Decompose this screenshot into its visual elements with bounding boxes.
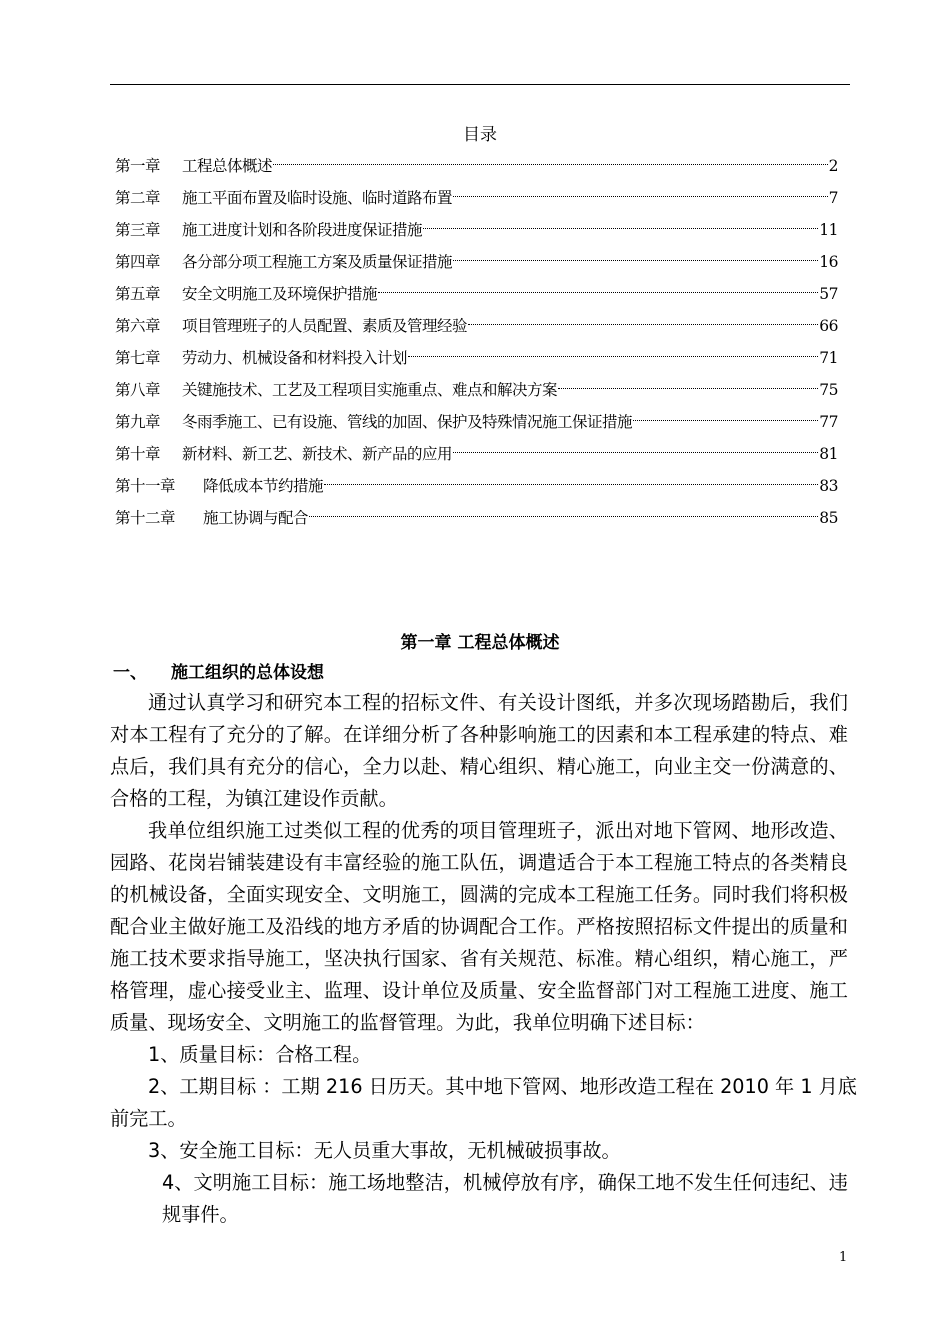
toc-entry-title: 安全文明施工及环境保护措施 bbox=[182, 285, 378, 303]
paragraph-line: 配合业主做好施工及沿线的地方矛盾的协调配合工作。严格按照招标文件提出的质量和 bbox=[110, 915, 848, 938]
toc-leader bbox=[273, 164, 828, 165]
toc-entry-title: 关键施技术、工艺及工程项目实施重点、难点和解决方案 bbox=[182, 381, 558, 399]
toc-page: 7 bbox=[828, 189, 838, 207]
paragraph-line: 格管理，虚心接受业主、监理、设计单位及质量、安全监督部门对工程施工进度、施工 bbox=[110, 979, 848, 1002]
goal-line: 前完工。 bbox=[110, 1107, 187, 1130]
toc-leader bbox=[468, 324, 818, 325]
toc-chapter: 第十章 bbox=[115, 445, 161, 463]
toc-leader bbox=[423, 228, 818, 229]
paragraph-line: 质量、现场安全、文明施工的监督管理。为此，我单位明确下述目标： bbox=[110, 1011, 705, 1034]
toc-chapter: 第九章 bbox=[115, 413, 161, 431]
toc-chapter: 第二章 bbox=[115, 189, 161, 207]
toc-entry-title: 新材料、新工艺、新技术、新产品的应用 bbox=[182, 445, 453, 463]
toc-entry[interactable] bbox=[115, 502, 838, 534]
toc-entry-title: 各分部分项工程施工方案及质量保证措施 bbox=[182, 253, 453, 271]
toc-entry[interactable] bbox=[115, 150, 838, 182]
toc-leader bbox=[408, 356, 818, 357]
toc-chapter: 第一章 bbox=[115, 157, 161, 175]
toc-page: 66 bbox=[819, 317, 838, 335]
toc-entry[interactable] bbox=[115, 182, 838, 214]
toc-chapter: 第四章 bbox=[115, 253, 161, 271]
page-number: 1 bbox=[839, 1250, 848, 1265]
toc-entry-title: 施工进度计划和各阶段进度保证措施 bbox=[182, 221, 423, 239]
goal-line: 规事件。 bbox=[162, 1203, 239, 1226]
chapter-title: 第一章 工程总体概述 bbox=[400, 633, 560, 653]
toc-entry-title: 工程总体概述 bbox=[182, 157, 273, 175]
paragraph-line: 通过认真学习和研究本工程的招标文件、有关设计图纸，并多次现场踏勘后，我们 bbox=[148, 691, 848, 714]
toc-entry[interactable] bbox=[115, 246, 838, 278]
paragraph-line: 我单位组织施工过类似工程的优秀的项目管理班子，派出对地下管网、地形改造、 bbox=[148, 819, 848, 842]
toc-page: 11 bbox=[819, 221, 838, 239]
goal-line: 2、工期目标 ：工期 216 日历天。其中地下管网、地形改造工程在 2010 年 1 月底 bbox=[148, 1075, 857, 1098]
toc-entry[interactable] bbox=[115, 374, 838, 406]
toc-page: 81 bbox=[819, 445, 838, 463]
toc-page: 77 bbox=[819, 413, 838, 431]
toc-chapter: 第十一章 bbox=[115, 477, 176, 495]
toc-page: 57 bbox=[819, 285, 838, 303]
toc-chapter: 第七章 bbox=[115, 349, 161, 367]
goal-line: 4、文明施工目标：施工场地整洁，机械停放有序，确保工地不发生任何违纪、违 bbox=[162, 1171, 848, 1194]
body-text bbox=[110, 687, 857, 1231]
toc-leader bbox=[558, 388, 818, 389]
toc-entry[interactable] bbox=[115, 406, 838, 438]
toc-leader bbox=[378, 292, 818, 293]
toc-page: 2 bbox=[828, 157, 838, 175]
paragraph-line: 施工技术要求指导施工，坚决执行国家、省有关规范、标准。精心组织，精心施工，严 bbox=[110, 947, 848, 970]
toc-page: 85 bbox=[819, 509, 838, 527]
toc-leader bbox=[309, 516, 818, 517]
toc-chapter: 第五章 bbox=[115, 285, 161, 303]
toc-page: 16 bbox=[819, 253, 838, 271]
toc-entry[interactable] bbox=[115, 214, 838, 246]
header-rule bbox=[110, 84, 850, 85]
paragraph-line: 园路、花岗岩铺装建设有丰富经验的施工队伍，调遣适合于本工程施工特点的各类精良 bbox=[110, 851, 848, 874]
toc-leader bbox=[633, 420, 818, 421]
toc-page: 71 bbox=[819, 349, 838, 367]
paragraph-line: 合格的工程，为镇江建设作贡献。 bbox=[110, 787, 398, 810]
toc-entry-title: 降低成本节约措施 bbox=[203, 477, 324, 495]
paragraph-line: 点后，我们具有充分的信心，全力以赴、精心组织、精心施工，向业主交一份满意的、 bbox=[110, 755, 848, 778]
section-heading bbox=[113, 658, 324, 683]
toc-entry-title: 劳动力、机械设备和材料投入计划 bbox=[182, 349, 408, 367]
toc-page: 75 bbox=[819, 381, 838, 399]
toc-chapter: 第六章 bbox=[115, 317, 161, 335]
toc-entry[interactable] bbox=[115, 470, 838, 502]
toc-leader bbox=[453, 452, 818, 453]
section-title: 施工组织的总体设想 bbox=[171, 663, 324, 683]
toc-leader bbox=[453, 196, 828, 197]
toc-leader bbox=[453, 260, 818, 261]
toc-title: 目录 bbox=[463, 125, 497, 145]
table-of-contents bbox=[115, 150, 838, 534]
toc-chapter: 第八章 bbox=[115, 381, 161, 399]
goal-line: 1、质量目标：合格工程。 bbox=[148, 1043, 372, 1066]
paragraph-line: 的机械设备，全面实现安全、文明施工，圆满的完成本工程施工任务。同时我们将积极 bbox=[110, 883, 848, 906]
toc-chapter: 第三章 bbox=[115, 221, 161, 239]
toc-entry[interactable] bbox=[115, 278, 838, 310]
toc-page: 83 bbox=[819, 477, 838, 495]
toc-entry[interactable] bbox=[115, 342, 838, 374]
section-number: 一、 bbox=[113, 663, 147, 683]
toc-entry-title: 施工平面布置及临时设施、临时道路布置 bbox=[182, 189, 453, 207]
toc-entry-title: 冬雨季施工、已有设施、管线的加固、保护及特殊情况施工保证措施 bbox=[182, 413, 633, 431]
toc-chapter: 第十二章 bbox=[115, 509, 176, 527]
toc-entry-title: 项目管理班子的人员配置、素质及管理经验 bbox=[182, 317, 468, 335]
goal-line: 3、安全施工目标：无人员重大事故，无机械破损事故。 bbox=[148, 1139, 621, 1162]
toc-entry[interactable] bbox=[115, 310, 838, 342]
toc-entry-title: 施工协调与配合 bbox=[203, 509, 309, 527]
paragraph-line: 对本工程有了充分的了解。在详细分析了各种影响施工的因素和本工程承建的特点、难 bbox=[110, 723, 848, 746]
toc-entry[interactable] bbox=[115, 438, 838, 470]
toc-leader bbox=[324, 484, 818, 485]
